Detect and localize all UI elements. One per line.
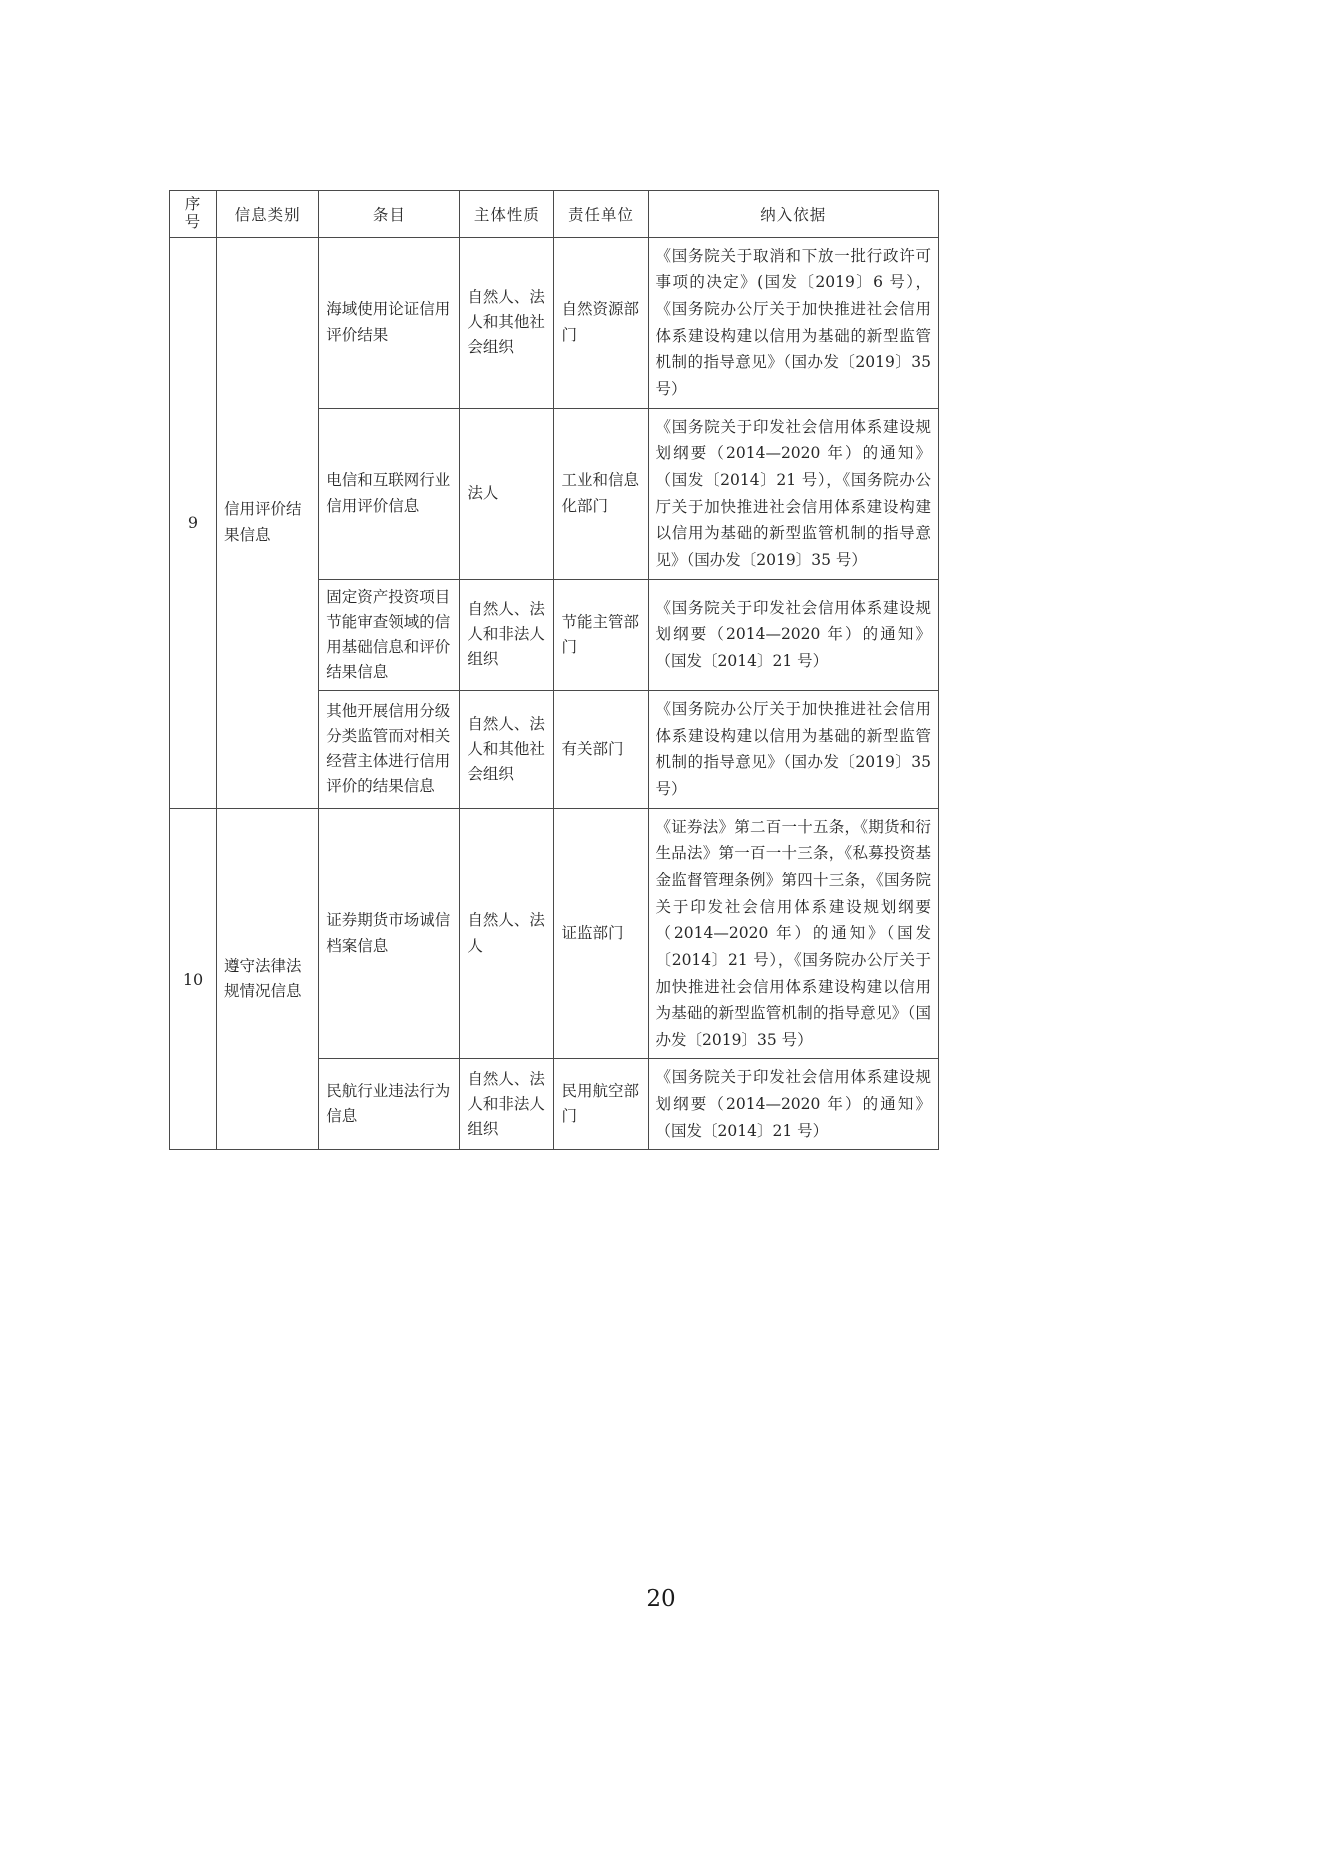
column-header-seq (170, 191, 217, 238)
cell-nature: 自然人、法人和非法人组织 (460, 1059, 554, 1150)
cell-nature: 自然人、法人和其他社会组织 (460, 237, 554, 408)
cell-item: 电信和互联网行业信用评价信息 (319, 408, 460, 579)
column-header-unit: 责任单位 (554, 191, 648, 238)
column-header-category: 信息类别 (217, 191, 319, 238)
cell-basis-text: 《国务院关于印发社会信用体系建设规划纲要（2014—2020 年）的通知》（国发〔2014〕21 号） (655, 1068, 931, 1140)
column-header-seq-line2: 号 (184, 212, 202, 231)
column-header-item: 条目 (319, 191, 460, 238)
cell-basis (648, 237, 938, 408)
cell-item: 其他开展信用分级分类监管而对相关经营主体进行信用评价的结果信息 (319, 690, 460, 808)
cell-seq: 10 (170, 808, 217, 1150)
cell-unit: 自然资源部门 (554, 237, 648, 408)
cell-nature: 自然人、法人和其他社会组织 (460, 690, 554, 808)
table-body (170, 237, 939, 1150)
cell-basis (648, 690, 938, 808)
cell-unit: 民用航空部门 (554, 1059, 648, 1150)
cell-basis (648, 1059, 938, 1150)
cell-basis-text: 《证券法》第二百一十五条，《期货和衍生品法》第一百一十三条，《私募投资基金监督管理条例》第四十三条，《国务院关于印发社会信用体系建设规划纲要（2014—2020 年）的通知》（国发〔2014〕21 号），《国务院办公厅关于加快推进社会信用体系建设构建以信用为基础的新型监管机制的指导意见》（国办发〔2019〕35 号） (655, 817, 931, 1049)
cell-basis (648, 579, 938, 690)
cell-nature: 自然人、法人和非法人组织 (460, 579, 554, 690)
cell-item: 证券期货市场诚信档案信息 (319, 808, 460, 1059)
cell-category: 遵守法律法规情况信息 (217, 808, 319, 1150)
table-header (170, 191, 939, 238)
cell-item: 民航行业违法行为信息 (319, 1059, 460, 1150)
page-number: 20 (646, 1586, 676, 1612)
cell-basis-text: 《国务院办公厅关于加快推进社会信用体系建设构建以信用为基础的新型监管机制的指导意见》（国办发〔2019〕35 号） (655, 699, 931, 798)
cell-unit: 证监部门 (554, 808, 648, 1059)
cell-item: 海域使用论证信用评价结果 (319, 237, 460, 408)
cell-basis (648, 408, 938, 579)
column-header-seq-line1: 序 (184, 195, 202, 213)
cell-item: 固定资产投资项目节能审查领域的信用基础信息和评价结果信息 (319, 579, 460, 690)
credit-info-table (169, 190, 939, 1150)
column-header-basis: 纳入依据 (648, 191, 938, 238)
cell-basis-text: 《国务院关于取消和下放一批行政许可事项的决定》(国发〔2019〕6 号），《国务院办公厅关于加快推进社会信用体系建设构建以信用为基础的新型监管机制的指导意见》（国办发〔2019〕35 号） (655, 246, 931, 398)
cell-unit: 节能主管部门 (554, 579, 648, 690)
cell-nature: 自然人、法人 (460, 808, 554, 1059)
credit-info-table-wrapper (169, 190, 939, 1150)
table-row (170, 808, 939, 1059)
cell-seq: 9 (170, 237, 217, 808)
cell-basis-text: 《国务院关于印发社会信用体系建设规划纲要（2014—2020 年）的通知》（国发〔2014〕21 号） (655, 598, 931, 671)
table-row (170, 237, 939, 408)
column-header-nature: 主体性质 (460, 191, 554, 238)
cell-unit: 工业和信息化部门 (554, 408, 648, 579)
cell-basis-text: 《国务院关于印发社会信用体系建设规划纲要（2014—2020 年）的通知》（国发〔2014〕21 号），《国务院办公厅关于加快推进社会信用体系建设构建以信用为基础的新型监管机制的指导意见》（国办发〔2019〕35 号） (655, 417, 931, 569)
table-header-row (170, 191, 939, 238)
cell-nature: 法人 (460, 408, 554, 579)
cell-category: 信用评价结果信息 (217, 237, 319, 808)
cell-basis (648, 808, 938, 1059)
cell-unit: 有关部门 (554, 690, 648, 808)
